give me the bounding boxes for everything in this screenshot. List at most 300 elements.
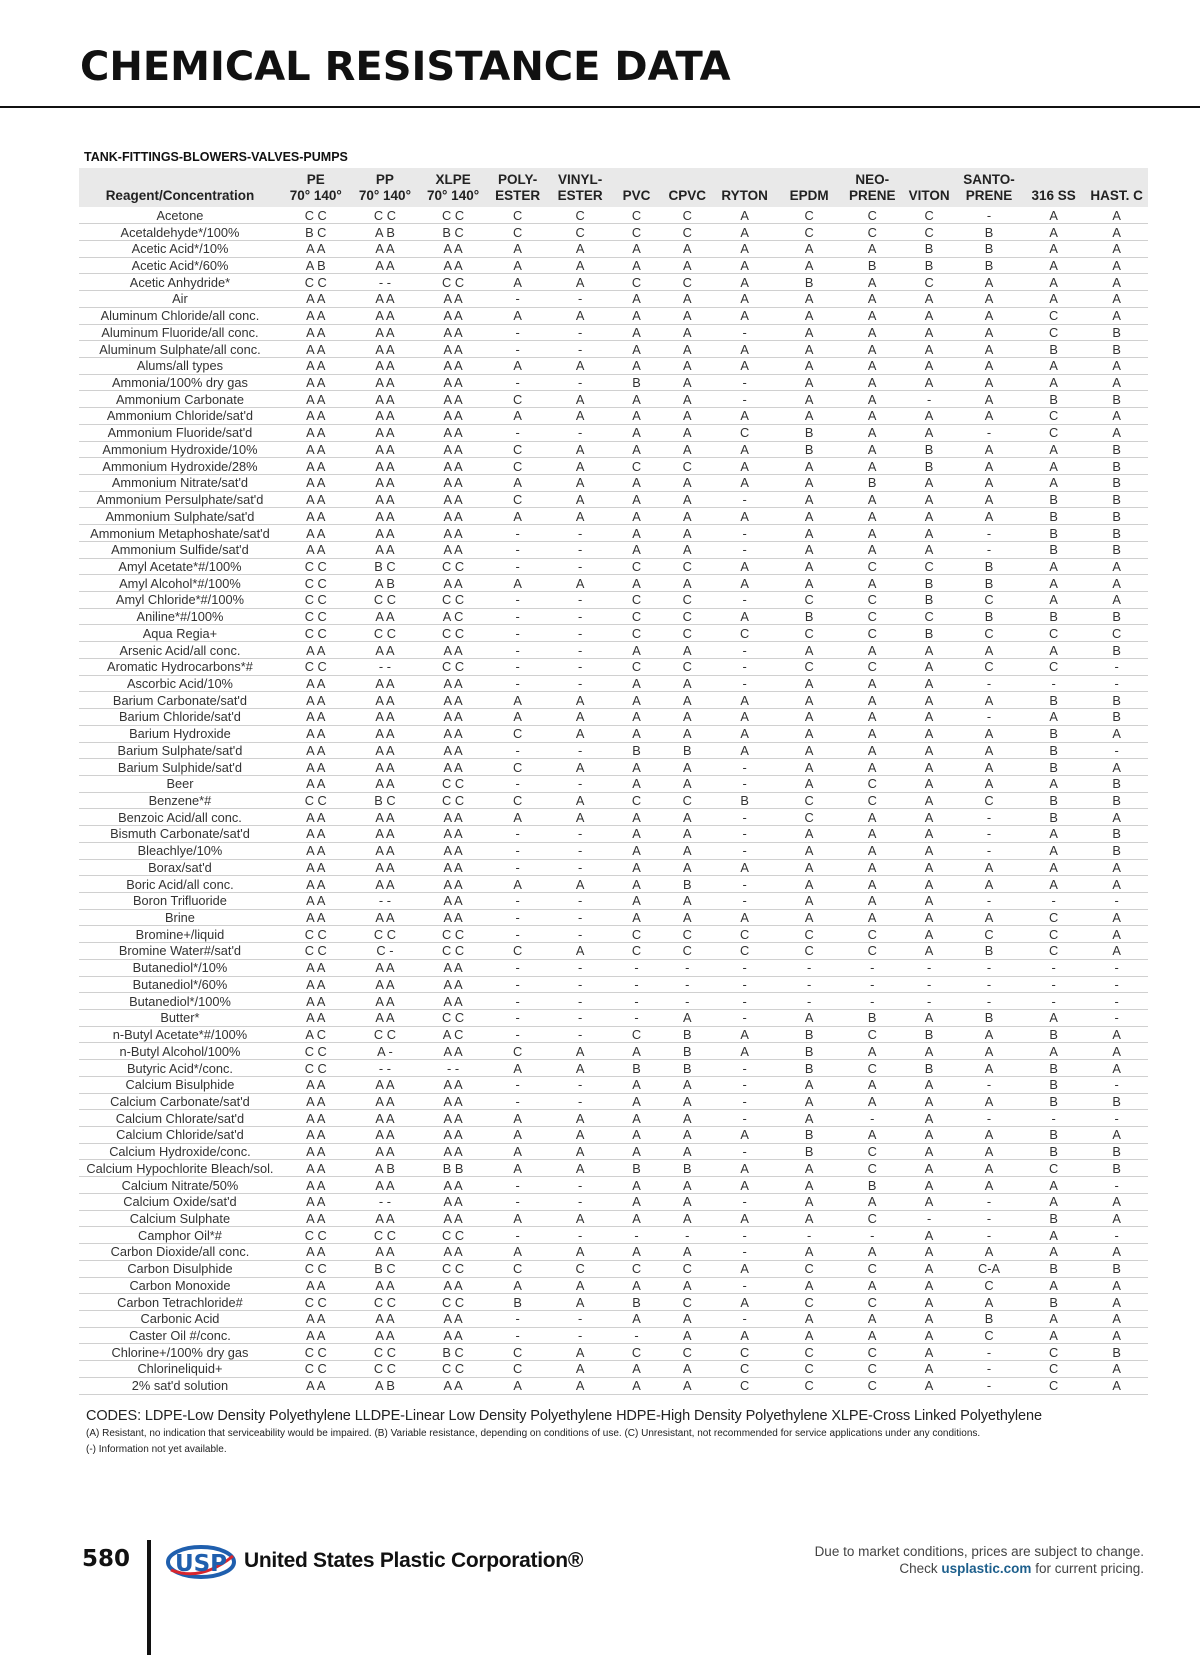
rating-cell: A — [661, 441, 713, 458]
rating-cell: A C — [419, 608, 487, 625]
rating-cell: C C — [351, 1344, 420, 1361]
rating-cell: A — [612, 441, 661, 458]
rating-cell: A — [1085, 926, 1148, 943]
rating-cell: C — [776, 1294, 843, 1311]
rating-cell: - — [487, 859, 548, 876]
rating-cell: B — [1022, 759, 1086, 776]
table-row — [79, 1361, 1148, 1378]
reagent-cell: Acetic Acid*/10% — [79, 240, 281, 257]
rating-cell: A — [487, 809, 548, 826]
rating-cell: C — [612, 658, 661, 675]
rating-cell: C — [661, 1344, 713, 1361]
rating-cell: A — [548, 307, 612, 324]
rating-cell: - — [713, 775, 776, 792]
rating-cell: A — [956, 491, 1022, 508]
rating-cell: A A — [281, 809, 351, 826]
rating-cell: A — [661, 709, 713, 726]
table-row — [79, 775, 1148, 792]
rating-cell: A — [842, 892, 901, 909]
rating-cell: - — [713, 324, 776, 341]
rating-cell: - — [956, 842, 1022, 859]
header-col-3 — [419, 168, 487, 207]
rating-cell: - — [1085, 1076, 1148, 1093]
rating-cell: B — [1022, 525, 1086, 542]
rating-cell: A — [842, 826, 901, 843]
table-row — [79, 709, 1148, 726]
rating-cell: A — [842, 1277, 901, 1294]
rating-cell: - — [548, 1327, 612, 1344]
rating-cell: C C — [281, 658, 351, 675]
rating-cell: - — [1022, 675, 1086, 692]
rating-cell: A — [776, 324, 843, 341]
rating-cell: C — [487, 458, 548, 475]
rating-cell: C — [842, 1294, 901, 1311]
rating-cell: C — [956, 1277, 1022, 1294]
rating-cell: B — [956, 224, 1022, 241]
rating-cell: A — [612, 1244, 661, 1261]
rating-cell: A — [548, 1043, 612, 1060]
rating-cell: C — [661, 207, 713, 224]
rating-cell: A A — [419, 1127, 487, 1144]
rating-cell: A — [902, 307, 956, 324]
rating-cell: A — [902, 341, 956, 358]
rating-cell: - — [1022, 976, 1086, 993]
rating-cell: A A — [351, 508, 420, 525]
rating-cell: - — [713, 826, 776, 843]
rating-cell: A — [1085, 876, 1148, 893]
rating-cell: - — [487, 959, 548, 976]
rating-cell: A — [776, 525, 843, 542]
rating-cell: A A — [281, 341, 351, 358]
rating-cell: A — [661, 424, 713, 441]
rating-cell: - — [548, 976, 612, 993]
rating-cell: - — [956, 959, 1022, 976]
company-name: United States Plastic Corporation® — [244, 1549, 583, 1572]
rating-cell: A — [487, 1210, 548, 1227]
header-label: PE — [306, 172, 325, 187]
rating-cell: A — [713, 291, 776, 308]
rating-cell: A A — [281, 491, 351, 508]
table-row — [79, 508, 1148, 525]
rating-cell: A — [612, 859, 661, 876]
rating-cell: A A — [351, 842, 420, 859]
rating-cell: A — [612, 291, 661, 308]
rating-cell: A — [1085, 374, 1148, 391]
rating-cell: C — [1085, 625, 1148, 642]
rating-cell: - — [956, 1377, 1022, 1394]
rating-cell: - — [548, 775, 612, 792]
rating-cell: A — [1022, 357, 1086, 374]
rating-cell: A — [842, 525, 901, 542]
rating-cell: A A — [281, 709, 351, 726]
rating-cell: A A — [281, 675, 351, 692]
rating-cell: A — [902, 876, 956, 893]
rating-cell: A — [1022, 826, 1086, 843]
rating-cell: A A — [281, 1076, 351, 1093]
rating-cell: A — [612, 1110, 661, 1127]
rating-cell: - — [1085, 892, 1148, 909]
rating-cell: C C — [419, 1227, 487, 1244]
pricing-suffix-text: for current pricing. — [1035, 1561, 1144, 1576]
header-col-5 — [548, 168, 612, 207]
rating-cell: A — [661, 1310, 713, 1327]
rating-cell: A — [1022, 1043, 1086, 1060]
rating-cell: B — [776, 274, 843, 291]
rating-cell: A — [548, 408, 612, 425]
rating-cell: - — [713, 1060, 776, 1077]
rating-cell: B — [612, 742, 661, 759]
table-row — [79, 725, 1148, 742]
rating-cell: A — [661, 257, 713, 274]
rating-cell: A — [1085, 592, 1148, 609]
table-row — [79, 374, 1148, 391]
reagent-cell: Ammonium Fluoride/sat'd — [79, 424, 281, 441]
codes-abbreviations: CODES: LDPE-Low Density Polyethylene LLDPE-Linear Low Density Polyethylene HDPE-High Density Polyethylene XLPE-Cross Linked Polyethylene — [86, 1408, 1042, 1424]
rating-cell: A A — [281, 1310, 351, 1327]
rating-cell: A — [842, 642, 901, 659]
rating-cell: A — [612, 1143, 661, 1160]
rating-cell: - — [902, 1210, 956, 1227]
rating-cell: B — [1022, 1143, 1086, 1160]
rating-cell: C — [487, 224, 548, 241]
rating-cell: C C — [419, 592, 487, 609]
reagent-cell: Barium Sulphate/sat'd — [79, 742, 281, 759]
rating-cell: C C — [419, 1010, 487, 1027]
rating-cell: B — [902, 1026, 956, 1043]
rating-cell: A A — [351, 1010, 420, 1027]
rating-cell: B — [612, 1060, 661, 1077]
rating-cell: - — [548, 909, 612, 926]
rating-cell: C — [842, 1210, 901, 1227]
rating-cell: A — [548, 792, 612, 809]
section-heading: TANK-FITTINGS-BLOWERS-VALVES-PUMPS — [84, 150, 348, 164]
rating-cell: A — [902, 909, 956, 926]
rating-cell: C — [776, 207, 843, 224]
rating-cell: A — [612, 341, 661, 358]
rating-cell: C C — [281, 558, 351, 575]
rating-cell: C — [661, 658, 713, 675]
table-row — [79, 658, 1148, 675]
rating-cell: - — [487, 625, 548, 642]
rating-cell: A A — [281, 642, 351, 659]
rating-cell: A A — [419, 1193, 487, 1210]
rating-cell: A — [1085, 1127, 1148, 1144]
rating-cell: A A — [351, 692, 420, 709]
rating-cell: A — [776, 826, 843, 843]
rating-cell: - — [956, 1361, 1022, 1378]
header-label: NEO- — [855, 172, 890, 187]
rating-cell: A — [1022, 1010, 1086, 1027]
rating-cell: A — [1022, 876, 1086, 893]
rating-cell: - — [548, 541, 612, 558]
rating-cell: C — [487, 759, 548, 776]
rating-cell: A — [902, 1143, 956, 1160]
rating-cell: B C — [351, 558, 420, 575]
rating-cell: A A — [351, 1076, 420, 1093]
rating-cell: B — [902, 441, 956, 458]
rating-cell: B — [661, 742, 713, 759]
rating-cell: C — [842, 608, 901, 625]
rating-cell: A — [661, 341, 713, 358]
header-col-6 — [612, 168, 661, 207]
rating-cell: B — [1022, 491, 1086, 508]
rating-cell: C — [776, 625, 843, 642]
rating-cell: - — [612, 959, 661, 976]
rating-cell: A A — [419, 1043, 487, 1060]
rating-cell: A — [842, 675, 901, 692]
rating-cell: C C — [351, 1294, 420, 1311]
rating-cell: A — [661, 391, 713, 408]
rating-cell: A B — [281, 257, 351, 274]
rating-cell: - — [661, 959, 713, 976]
rating-cell: - — [487, 993, 548, 1010]
rating-cell: A — [956, 725, 1022, 742]
rating-cell: B — [956, 1310, 1022, 1327]
rating-cell: - — [956, 1344, 1022, 1361]
rating-cell: B — [902, 1060, 956, 1077]
table-row — [79, 976, 1148, 993]
rating-cell: C C — [419, 1361, 487, 1378]
rating-cell: A — [612, 408, 661, 425]
rating-cell: B — [1085, 608, 1148, 625]
rating-cell: - — [487, 341, 548, 358]
rating-cell: - — [548, 742, 612, 759]
rating-cell: A — [661, 240, 713, 257]
rating-cell: A — [842, 1093, 901, 1110]
rating-cell: A — [548, 1244, 612, 1261]
rating-cell: A — [612, 1210, 661, 1227]
rating-cell: A — [1085, 257, 1148, 274]
rating-cell: B — [1085, 1143, 1148, 1160]
rating-cell: C C — [351, 592, 420, 609]
rating-cell: A — [487, 307, 548, 324]
rating-cell: - - — [419, 1060, 487, 1077]
rating-cell: - — [548, 291, 612, 308]
rating-cell: A — [612, 1193, 661, 1210]
rating-cell: A — [1085, 224, 1148, 241]
header-label: XLPE — [435, 172, 471, 187]
rating-cell: A — [902, 709, 956, 726]
rating-cell: A — [1085, 809, 1148, 826]
reagent-cell: Ammonium Nitrate/sat'd — [79, 475, 281, 492]
rating-cell: A A — [351, 408, 420, 425]
rating-cell: - — [548, 892, 612, 909]
rating-cell: A A — [419, 291, 487, 308]
rating-cell: B C — [419, 1344, 487, 1361]
rating-cell: A A — [351, 675, 420, 692]
rating-cell: A — [661, 892, 713, 909]
rating-cell: B — [842, 475, 901, 492]
rating-cell: B C — [281, 224, 351, 241]
rating-cell: A — [661, 525, 713, 542]
rating-cell: C C — [281, 1043, 351, 1060]
rating-cell: A — [612, 642, 661, 659]
rating-cell: B — [956, 608, 1022, 625]
table-row — [79, 892, 1148, 909]
rating-cell: C — [661, 274, 713, 291]
rating-cell: A — [487, 1060, 548, 1077]
rating-cell: C — [661, 943, 713, 960]
rating-cell: A — [902, 291, 956, 308]
rating-cell: A — [1085, 575, 1148, 592]
rating-cell: A — [1022, 1310, 1086, 1327]
reagent-cell: Ammonium Sulfide/sat'd — [79, 541, 281, 558]
reagent-cell: Ascorbic Acid/10% — [79, 675, 281, 692]
rating-cell: C — [661, 458, 713, 475]
rating-cell: A — [776, 357, 843, 374]
rating-cell: C — [713, 926, 776, 943]
rating-cell: - — [487, 642, 548, 659]
rating-cell: A A — [351, 541, 420, 558]
rating-cell: C — [776, 792, 843, 809]
rating-cell: A A — [281, 441, 351, 458]
reagent-cell: Aluminum Chloride/all conc. — [79, 307, 281, 324]
rating-cell: - — [487, 324, 548, 341]
rating-cell: B — [1022, 742, 1086, 759]
rating-cell: - — [1085, 1110, 1148, 1127]
rating-cell: A — [956, 391, 1022, 408]
rating-cell: A — [713, 508, 776, 525]
rating-cell: A — [902, 1010, 956, 1027]
rating-cell: A — [548, 357, 612, 374]
rating-cell: A A — [351, 441, 420, 458]
rating-cell: - — [548, 642, 612, 659]
rating-cell: A A — [351, 291, 420, 308]
rating-cell: C — [842, 625, 901, 642]
rating-cell: C — [1022, 658, 1086, 675]
rating-cell: A A — [281, 291, 351, 308]
rating-cell: A — [1085, 1310, 1148, 1327]
rating-cell: - — [956, 976, 1022, 993]
rating-cell: A — [612, 508, 661, 525]
rating-cell: A — [776, 508, 843, 525]
rating-cell: A — [612, 1076, 661, 1093]
rating-cell: A — [713, 558, 776, 575]
rating-cell: A A — [281, 1143, 351, 1160]
rating-cell: A — [612, 491, 661, 508]
rating-cell: C C — [281, 625, 351, 642]
rating-cell: A A — [351, 257, 420, 274]
rating-cell: A A — [419, 1277, 487, 1294]
rating-cell: - — [661, 976, 713, 993]
rating-cell: C — [487, 1043, 548, 1060]
rating-cell: B C — [351, 1260, 420, 1277]
rating-cell: A — [1085, 240, 1148, 257]
rating-cell: A — [548, 1277, 612, 1294]
rating-cell: A — [776, 458, 843, 475]
rating-cell: - — [487, 1010, 548, 1027]
rating-cell: - — [776, 993, 843, 1010]
rating-cell: A — [842, 709, 901, 726]
rating-cell: B — [1085, 525, 1148, 542]
rating-cell: A — [956, 775, 1022, 792]
reagent-cell: Aqua Regia+ — [79, 625, 281, 642]
rating-cell: A — [487, 257, 548, 274]
rating-cell: - — [956, 1210, 1022, 1227]
rating-cell: A — [776, 475, 843, 492]
rating-cell: C — [902, 207, 956, 224]
rating-cell: A — [776, 909, 843, 926]
rating-cell: A — [776, 876, 843, 893]
rating-cell: - — [548, 324, 612, 341]
rating-cell: A — [902, 658, 956, 675]
table-row — [79, 224, 1148, 241]
rating-cell: A — [487, 1244, 548, 1261]
rating-cell: A — [612, 675, 661, 692]
rating-cell: C C — [281, 1294, 351, 1311]
rating-cell: A — [1022, 224, 1086, 241]
rating-cell: A — [661, 826, 713, 843]
rating-cell: A — [902, 742, 956, 759]
rating-cell: A — [956, 742, 1022, 759]
table-row — [79, 207, 1148, 224]
rating-cell: B — [902, 257, 956, 274]
reagent-cell: Calcium Oxide/sat'd — [79, 1193, 281, 1210]
rating-cell: - - — [351, 1193, 420, 1210]
rating-cell: B — [776, 1026, 843, 1043]
rating-cell: B — [902, 458, 956, 475]
rating-cell: A — [661, 357, 713, 374]
rating-cell: A A — [351, 491, 420, 508]
page-title: CHEMICAL RESISTANCE DATA — [80, 44, 731, 90]
reagent-cell: n-Butyl Alcohol/100% — [79, 1043, 281, 1060]
reagent-cell: Butyric Acid*/conc. — [79, 1060, 281, 1077]
rating-cell: A — [902, 541, 956, 558]
rating-cell: A A — [419, 1377, 487, 1394]
rating-cell: C — [1022, 926, 1086, 943]
rating-cell: A A — [419, 1143, 487, 1160]
rating-cell: A A — [281, 374, 351, 391]
rating-cell: - — [956, 1110, 1022, 1127]
reagent-cell: Aniline*#/100% — [79, 608, 281, 625]
rating-cell: - — [548, 658, 612, 675]
header-label: POLY- — [497, 172, 538, 187]
rating-cell: A — [902, 1110, 956, 1127]
rating-cell: A A — [419, 458, 487, 475]
reagent-cell: Bleachlye/10% — [79, 842, 281, 859]
rating-cell: A — [661, 1177, 713, 1194]
rating-cell: A — [1085, 725, 1148, 742]
rating-cell: - — [487, 675, 548, 692]
rating-cell: A — [487, 508, 548, 525]
rating-cell: A — [842, 508, 901, 525]
rating-cell: A — [902, 1160, 956, 1177]
rating-cell: A — [956, 341, 1022, 358]
rating-cell: A — [842, 575, 901, 592]
rating-cell: A — [487, 274, 548, 291]
rating-cell: A A — [419, 842, 487, 859]
rating-cell: A — [661, 508, 713, 525]
website-link[interactable]: usplastic.com — [941, 1561, 1032, 1576]
rating-cell: A — [1085, 307, 1148, 324]
rating-cell: - — [956, 207, 1022, 224]
rating-legend: (A) Resistant, no indication that serviceability would be impaired. (B) Variable resistance, depending on conditions of use. (C) Unresistant, not recommended for service applications under any conditions. — [86, 1428, 981, 1439]
rating-cell: A — [661, 1277, 713, 1294]
pricing-line-2 — [815, 1560, 1144, 1577]
rating-cell: C — [612, 224, 661, 241]
rating-cell: A — [902, 1294, 956, 1311]
reagent-cell: Beer — [79, 775, 281, 792]
rating-cell: - — [956, 993, 1022, 1010]
rating-cell: C C — [351, 207, 420, 224]
rating-cell: A — [548, 943, 612, 960]
rating-cell: C — [776, 658, 843, 675]
rating-cell: A A — [351, 1244, 420, 1261]
rating-cell: - — [487, 541, 548, 558]
rating-cell: A A — [281, 1177, 351, 1194]
rating-cell: - — [713, 1143, 776, 1160]
rating-cell: A A — [351, 475, 420, 492]
